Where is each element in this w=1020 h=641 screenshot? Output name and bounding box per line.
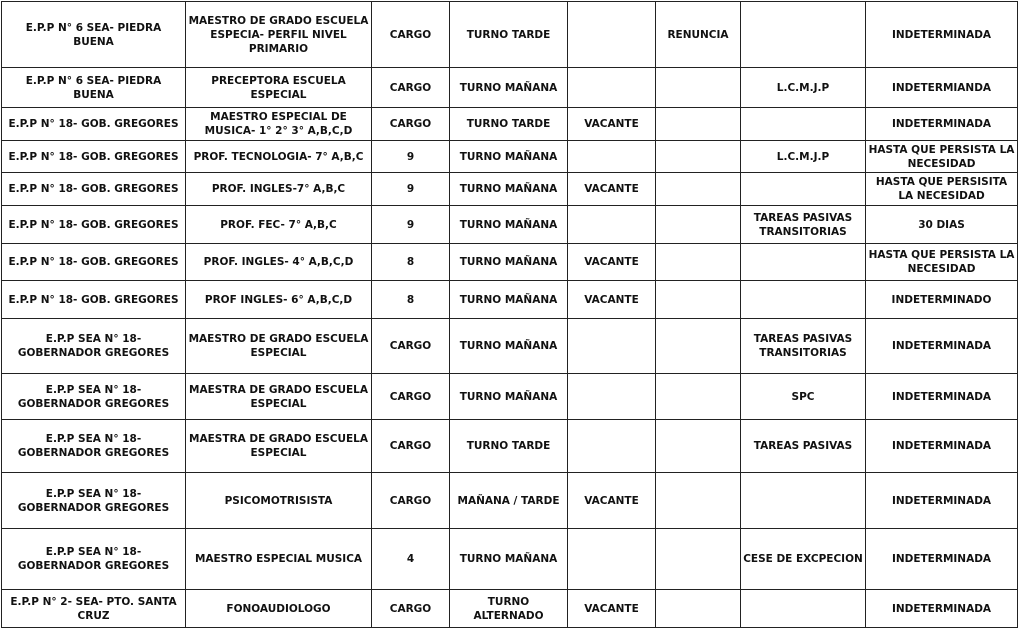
reason-cell bbox=[656, 473, 741, 529]
shift-cell: TURNO MAÑANA bbox=[450, 173, 568, 206]
reason-cell bbox=[656, 420, 741, 473]
reason-cell bbox=[656, 244, 741, 281]
school-cell: E.P.P SEA N° 18- GOBERNADOR GREGORES bbox=[2, 319, 186, 374]
hours-cell: CARGO bbox=[372, 420, 450, 473]
shift-cell: TURNO TARDE bbox=[450, 2, 568, 68]
vacancy-cell: VACANTE bbox=[568, 108, 656, 141]
shift-cell: TURNO MAÑANA bbox=[450, 141, 568, 173]
vacancy-cell: VACANTE bbox=[568, 244, 656, 281]
shift-cell: TURNO MAÑANA bbox=[450, 529, 568, 590]
hours-cell: 8 bbox=[372, 244, 450, 281]
vacancy-cell bbox=[568, 206, 656, 244]
school-cell: E.P.P SEA N° 18- GOBERNADOR GREGORES bbox=[2, 374, 186, 420]
vacancy-cell bbox=[568, 420, 656, 473]
hours-cell: CARGO bbox=[372, 374, 450, 420]
school-cell: E.P.P N° 18- GOB. GREGORES bbox=[2, 141, 186, 173]
duration-cell: INDETERMINADA bbox=[866, 473, 1018, 529]
vacancy-cell bbox=[568, 529, 656, 590]
position-cell: MAESTRO DE GRADO ESCUELA ESPECIA- PERFIL NIVEL PRIMARIO bbox=[186, 2, 372, 68]
duration-cell: INDETERMINADA bbox=[866, 590, 1018, 628]
duration-cell: HASTA QUE PERSISTA LA NECESIDAD bbox=[866, 244, 1018, 281]
status-cell bbox=[741, 244, 866, 281]
hours-cell: CARGO bbox=[372, 473, 450, 529]
duration-cell: INDETERMINADA bbox=[866, 319, 1018, 374]
reason-cell bbox=[656, 141, 741, 173]
shift-cell: TURNO ALTERNADO bbox=[450, 590, 568, 628]
shift-cell: TURNO MAÑANA bbox=[450, 374, 568, 420]
shift-cell: TURNO MAÑANA bbox=[450, 244, 568, 281]
table-row bbox=[2, 173, 1018, 206]
position-cell: MAESTRA DE GRADO ESCUELA ESPECIAL bbox=[186, 420, 372, 473]
vacancy-cell bbox=[568, 68, 656, 108]
table-row bbox=[2, 244, 1018, 281]
school-cell: E.P.P SEA N° 18- GOBERNADOR GREGORES bbox=[2, 473, 186, 529]
hours-cell: CARGO bbox=[372, 2, 450, 68]
table-row bbox=[2, 68, 1018, 108]
vacancy-cell bbox=[568, 2, 656, 68]
duration-cell: INDETERMINADA bbox=[866, 2, 1018, 68]
position-cell: PROF. INGLES- 4° A,B,C,D bbox=[186, 244, 372, 281]
hours-cell: 9 bbox=[372, 173, 450, 206]
school-cell: E.P.P N° 6 SEA- PIEDRA BUENA bbox=[2, 2, 186, 68]
status-cell: L.C.M.J.P bbox=[741, 141, 866, 173]
status-cell: TAREAS PASIVAS TRANSITORIAS bbox=[741, 319, 866, 374]
status-cell: CESE DE EXCPECION bbox=[741, 529, 866, 590]
school-cell: E.P.P N° 18- GOB. GREGORES bbox=[2, 206, 186, 244]
status-cell bbox=[741, 590, 866, 628]
reason-cell bbox=[656, 529, 741, 590]
duration-cell: INDETERMINADA bbox=[866, 420, 1018, 473]
status-cell: TAREAS PASIVAS TRANSITORIAS bbox=[741, 206, 866, 244]
duration-cell: HASTA QUE PERSISTA LA NECESIDAD bbox=[866, 141, 1018, 173]
position-cell: MAESTRO DE GRADO ESCUELA ESPECIAL bbox=[186, 319, 372, 374]
shift-cell: TURNO MAÑANA bbox=[450, 319, 568, 374]
hours-cell: 4 bbox=[372, 529, 450, 590]
reason-cell bbox=[656, 590, 741, 628]
reason-cell: RENUNCIA bbox=[656, 2, 741, 68]
shift-cell: TURNO MAÑANA bbox=[450, 281, 568, 319]
vacancy-cell: VACANTE bbox=[568, 590, 656, 628]
reason-cell bbox=[656, 206, 741, 244]
duration-cell: INDETERMIANDA bbox=[866, 68, 1018, 108]
position-cell: PSICOMOTRISISTA bbox=[186, 473, 372, 529]
table-row bbox=[2, 529, 1018, 590]
duration-cell: 30 DIAS bbox=[866, 206, 1018, 244]
table-body bbox=[2, 2, 1018, 628]
table-row bbox=[2, 2, 1018, 68]
status-cell: TAREAS PASIVAS bbox=[741, 420, 866, 473]
vacancy-cell: VACANTE bbox=[568, 473, 656, 529]
school-cell: E.P.P N° 18- GOB. GREGORES bbox=[2, 244, 186, 281]
position-cell: PROF. FEC- 7° A,B,C bbox=[186, 206, 372, 244]
duration-cell: INDETERMINADO bbox=[866, 281, 1018, 319]
status-cell bbox=[741, 108, 866, 141]
position-cell: MAESTRO ESPECIAL DE MUSICA- 1° 2° 3° A,B,C,D bbox=[186, 108, 372, 141]
position-cell: PROF. TECNOLOGIA- 7° A,B,C bbox=[186, 141, 372, 173]
table-row bbox=[2, 206, 1018, 244]
hours-cell: CARGO bbox=[372, 68, 450, 108]
shift-cell: MAÑANA / TARDE bbox=[450, 473, 568, 529]
duration-cell: INDETERMINADA bbox=[866, 374, 1018, 420]
vacancy-cell bbox=[568, 141, 656, 173]
school-cell: E.P.P N° 18- GOB. GREGORES bbox=[2, 108, 186, 141]
hours-cell: 8 bbox=[372, 281, 450, 319]
table-row bbox=[2, 473, 1018, 529]
shift-cell: TURNO TARDE bbox=[450, 420, 568, 473]
hours-cell: CARGO bbox=[372, 590, 450, 628]
reason-cell bbox=[656, 108, 741, 141]
reason-cell bbox=[656, 281, 741, 319]
school-cell: E.P.P N° 18- GOB. GREGORES bbox=[2, 173, 186, 206]
status-cell bbox=[741, 281, 866, 319]
status-cell: L.C.M.J.P bbox=[741, 68, 866, 108]
reason-cell bbox=[656, 173, 741, 206]
vacancy-table bbox=[1, 1, 1018, 628]
position-cell: PROF. INGLES-7° A,B,C bbox=[186, 173, 372, 206]
table-row bbox=[2, 281, 1018, 319]
vacancy-cell bbox=[568, 319, 656, 374]
table-row bbox=[2, 108, 1018, 141]
shift-cell: TURNO MAÑANA bbox=[450, 68, 568, 108]
position-cell: PROF INGLES- 6° A,B,C,D bbox=[186, 281, 372, 319]
status-cell bbox=[741, 2, 866, 68]
table-row bbox=[2, 319, 1018, 374]
reason-cell bbox=[656, 68, 741, 108]
table-row bbox=[2, 420, 1018, 473]
status-cell: SPC bbox=[741, 374, 866, 420]
duration-cell: HASTA QUE PERSISITA LA NECESIDAD bbox=[866, 173, 1018, 206]
vacancy-cell bbox=[568, 374, 656, 420]
position-cell: PRECEPTORA ESCUELA ESPECIAL bbox=[186, 68, 372, 108]
table-row bbox=[2, 374, 1018, 420]
hours-cell: CARGO bbox=[372, 319, 450, 374]
position-cell: MAESTRO ESPECIAL MUSICA bbox=[186, 529, 372, 590]
table-row bbox=[2, 590, 1018, 628]
school-cell: E.P.P N° 2- SEA- PTO. SANTA CRUZ bbox=[2, 590, 186, 628]
shift-cell: TURNO TARDE bbox=[450, 108, 568, 141]
reason-cell bbox=[656, 374, 741, 420]
school-cell: E.P.P SEA N° 18- GOBERNADOR GREGORES bbox=[2, 420, 186, 473]
school-cell: E.P.P N° 6 SEA- PIEDRA BUENA bbox=[2, 68, 186, 108]
table-row bbox=[2, 141, 1018, 173]
reason-cell bbox=[656, 319, 741, 374]
vacancy-cell: VACANTE bbox=[568, 281, 656, 319]
position-cell: FONOAUDIOLOGO bbox=[186, 590, 372, 628]
duration-cell: INDETERMINADA bbox=[866, 529, 1018, 590]
hours-cell: 9 bbox=[372, 141, 450, 173]
status-cell bbox=[741, 173, 866, 206]
status-cell bbox=[741, 473, 866, 529]
duration-cell: INDETERMINADA bbox=[866, 108, 1018, 141]
vacancy-cell: VACANTE bbox=[568, 173, 656, 206]
school-cell: E.P.P SEA N° 18- GOBERNADOR GREGORES bbox=[2, 529, 186, 590]
school-cell: E.P.P N° 18- GOB. GREGORES bbox=[2, 281, 186, 319]
shift-cell: TURNO MAÑANA bbox=[450, 206, 568, 244]
hours-cell: CARGO bbox=[372, 108, 450, 141]
hours-cell: 9 bbox=[372, 206, 450, 244]
position-cell: MAESTRA DE GRADO ESCUELA ESPECIAL bbox=[186, 374, 372, 420]
